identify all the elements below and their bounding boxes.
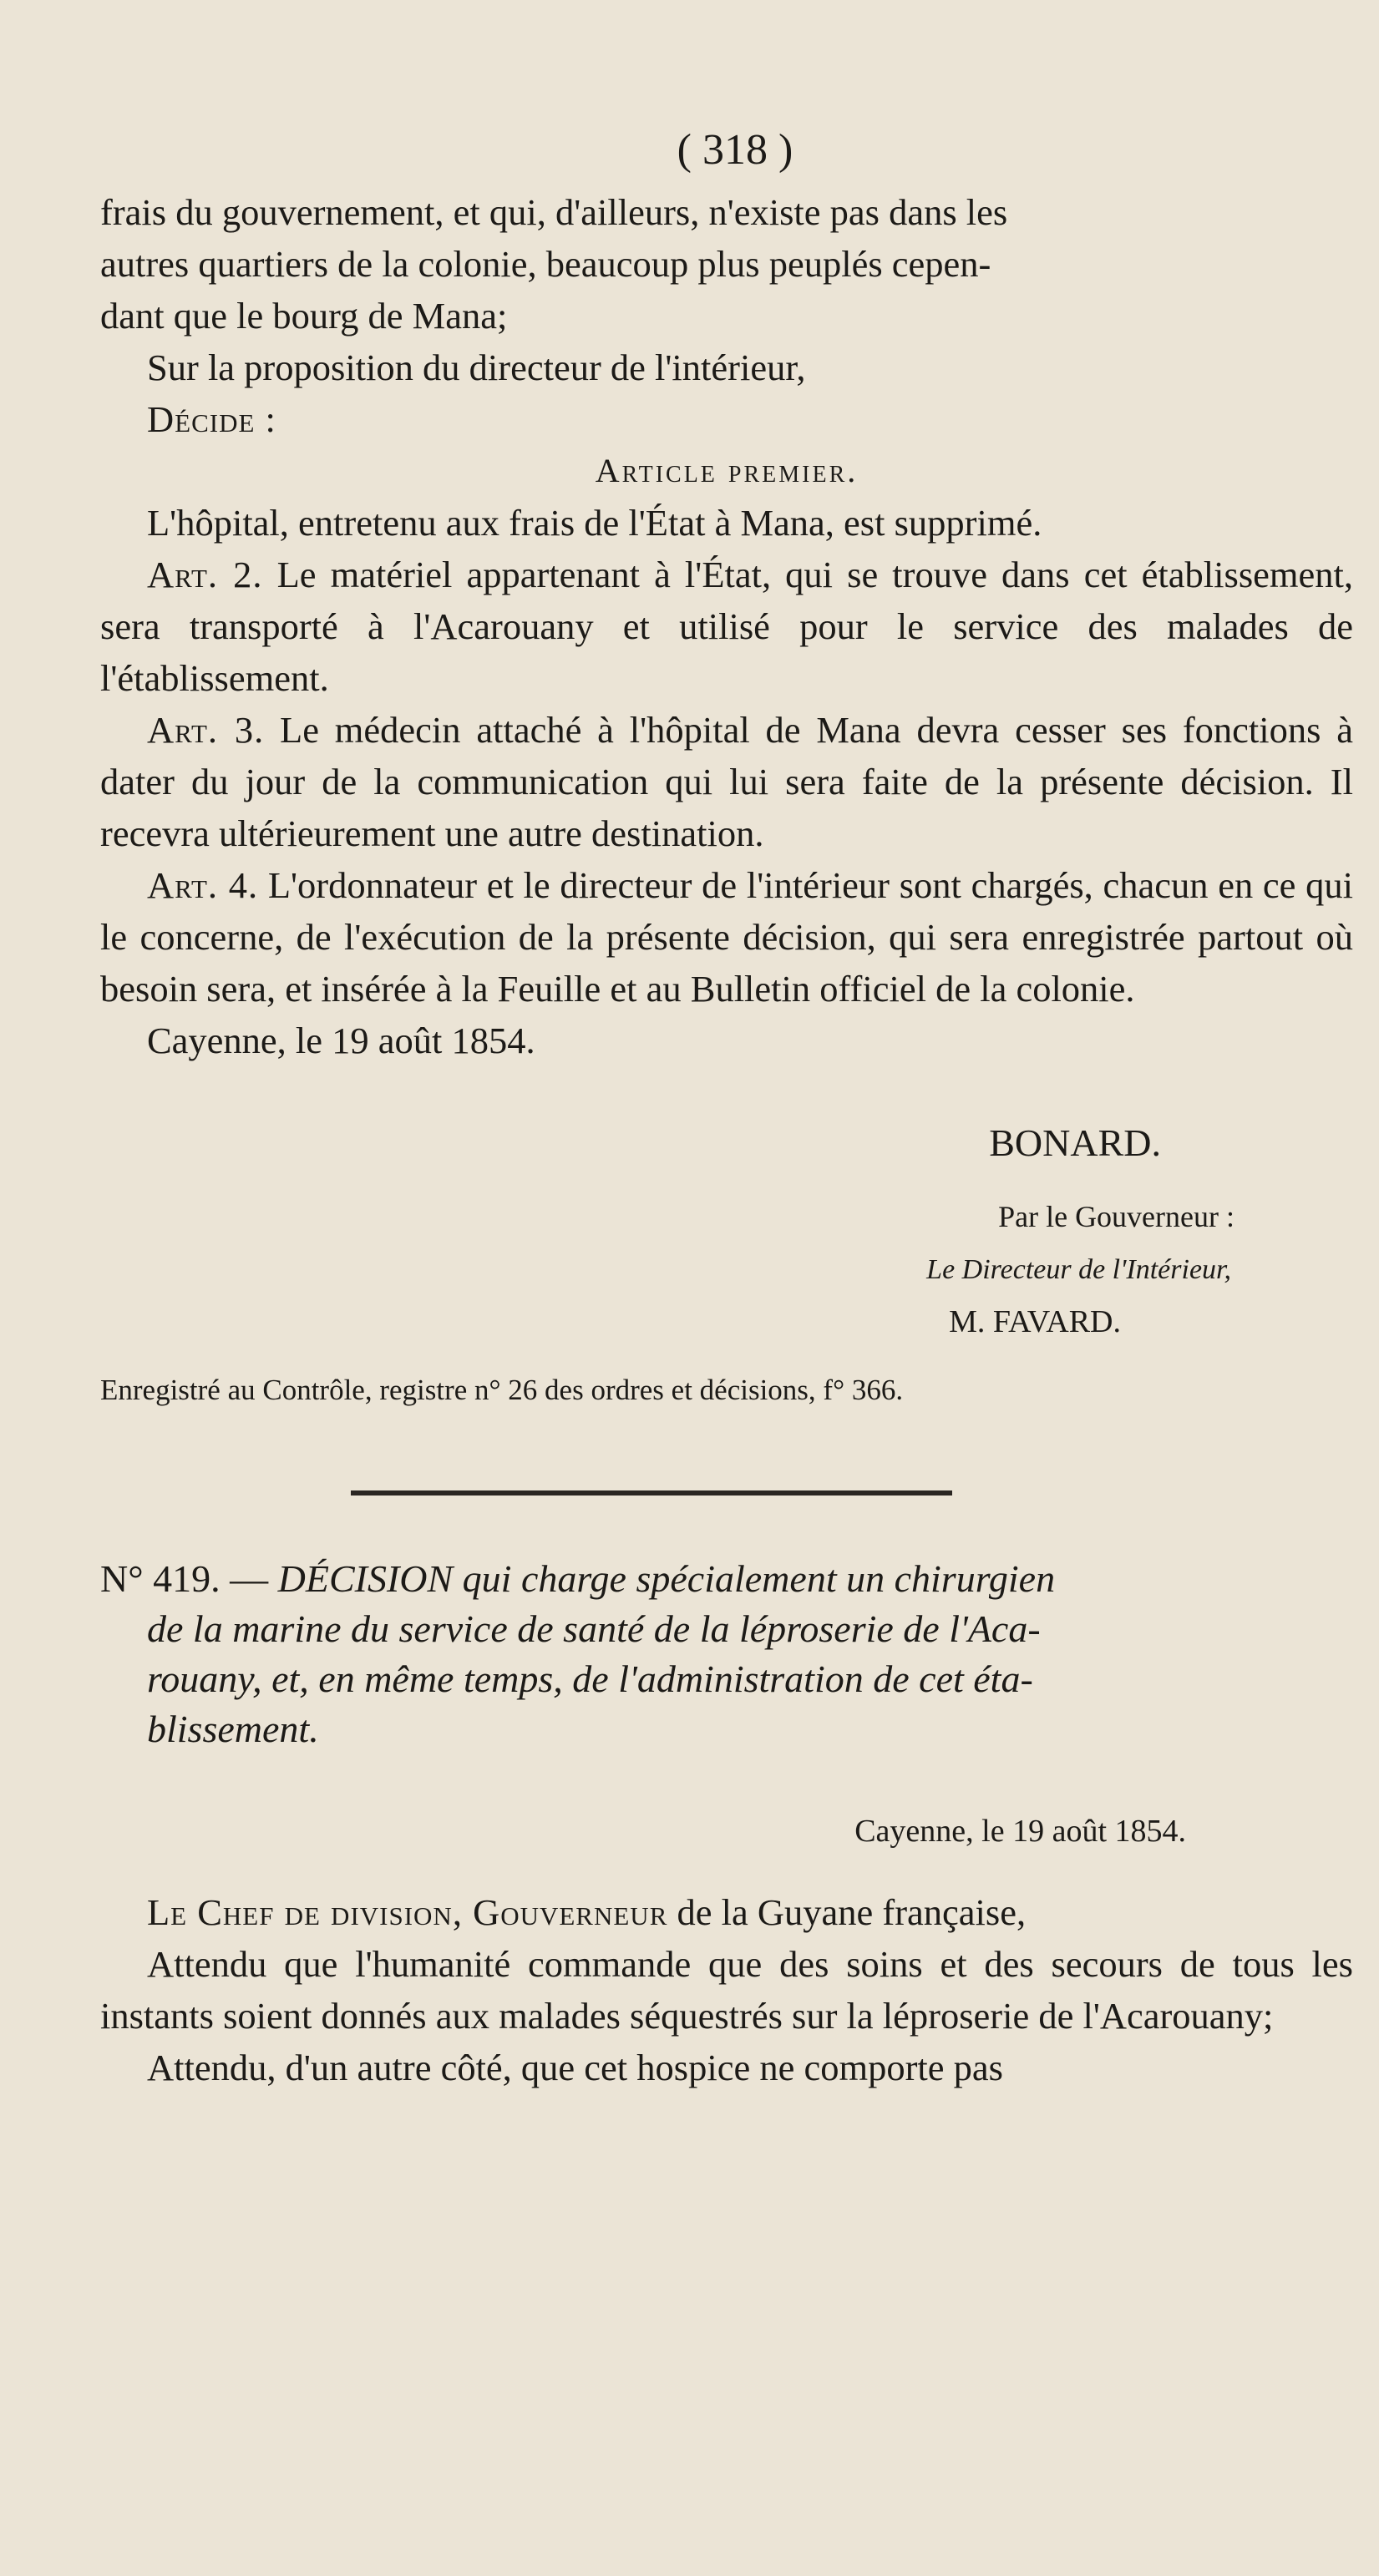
article-4-label: Art. 4.	[147, 864, 259, 906]
decision-title-line-2: de la marine du service de santé de la léproserie de l'Aca-	[147, 1607, 1041, 1650]
preamble-label: Le Chef de division, Gouverneur	[147, 1891, 668, 1933]
decision-heading	[100, 1554, 1353, 1754]
decision-dash: —	[230, 1557, 269, 1600]
decide-text: Décide :	[147, 398, 276, 440]
continuation-line-2: autres quartiers de la colonie, beaucoup plus peuplés cepen-	[100, 243, 991, 285]
signature-name: BONARD.	[989, 1121, 1161, 1164]
attendu-1: Attendu que l'humanité commande que des soins et des secours de tous les instants soient donnés aux malades séquestrés sur la léproserie de l'Acarouany;	[100, 1943, 1353, 2037]
decision-date: Cayenne, le 19 août 1854.	[854, 1814, 1186, 1849]
decision-preamble	[100, 1886, 1353, 1938]
decision-title-line-4: blissement.	[147, 1708, 319, 1750]
place-date: Cayenne, le 19 août 1854.	[147, 1020, 535, 1061]
signature-official: M. FAVARD.	[949, 1304, 1121, 1339]
article-2	[100, 549, 1353, 704]
continuation-line-1: frais du gouvernement, et qui, d'ailleurs, n'existe pas dans les	[100, 191, 1008, 233]
page-number: ( 318 )	[677, 126, 793, 174]
article-2-label: Art. 2.	[147, 554, 263, 595]
decision-title-line-1: DÉCISION qui charge spécialement un chirurgien	[277, 1557, 1056, 1600]
article-2-text: Le matériel appartenant à l'État, qui se trouve dans cet établissement, sera transporté à l'Acarouany et utilisé pour le service des malades de l'établissement.	[100, 554, 1354, 699]
signature-role: Le Directeur de l'Intérieur,	[926, 1254, 1231, 1285]
proposition-paragraph: Sur la proposition du directeur de l'intérieur,	[147, 347, 806, 388]
article-4-text: L'ordonnateur et le directeur de l'intérieur sont chargés, chacun en ce qui le concerne, de l'exécution de la présente décision, qui sera enregistrée partout où besoin sera, et insérée à la Feuille et au Bulletin officiel de la colonie.	[100, 864, 1354, 1010]
document-page	[100, 125, 1353, 2093]
paragraph-continuation	[100, 186, 1353, 342]
signature-by: Par le Gouverneur :	[998, 1200, 1235, 1233]
article-3	[100, 704, 1353, 859]
article-3-label: Art. 3.	[147, 709, 265, 751]
article-premier-heading: Article premier.	[595, 452, 859, 489]
article-4	[100, 859, 1353, 1015]
decide-label	[100, 393, 1353, 445]
decision-number: N° 419.	[100, 1557, 221, 1600]
continuation-line-3: dant que le bourg de Mana;	[100, 295, 508, 337]
attendu-2: Attendu, d'un autre côté, que cet hospice ne comporte pas	[147, 2047, 1003, 2088]
section-divider	[351, 1490, 952, 1495]
decision-title-line-3: rouany, et, en même temps, de l'administration de cet éta-	[147, 1657, 1033, 1700]
article-3-text: Le médecin attaché à l'hôpital de Mana devra cesser ses fonctions à dater du jour de la communication qui lui sera faite de la présente décision. Il recevra ultérieurement une autre destination.	[100, 709, 1354, 854]
preamble-rest: de la Guyane française,	[677, 1891, 1027, 1933]
article-1: L'hôpital, entretenu aux frais de l'État à Mana, est supprimé.	[147, 502, 1042, 544]
registration-note: Enregistré au Contrôle, registre n° 26 des ordres et décisions, f° 366.	[100, 1374, 904, 1406]
